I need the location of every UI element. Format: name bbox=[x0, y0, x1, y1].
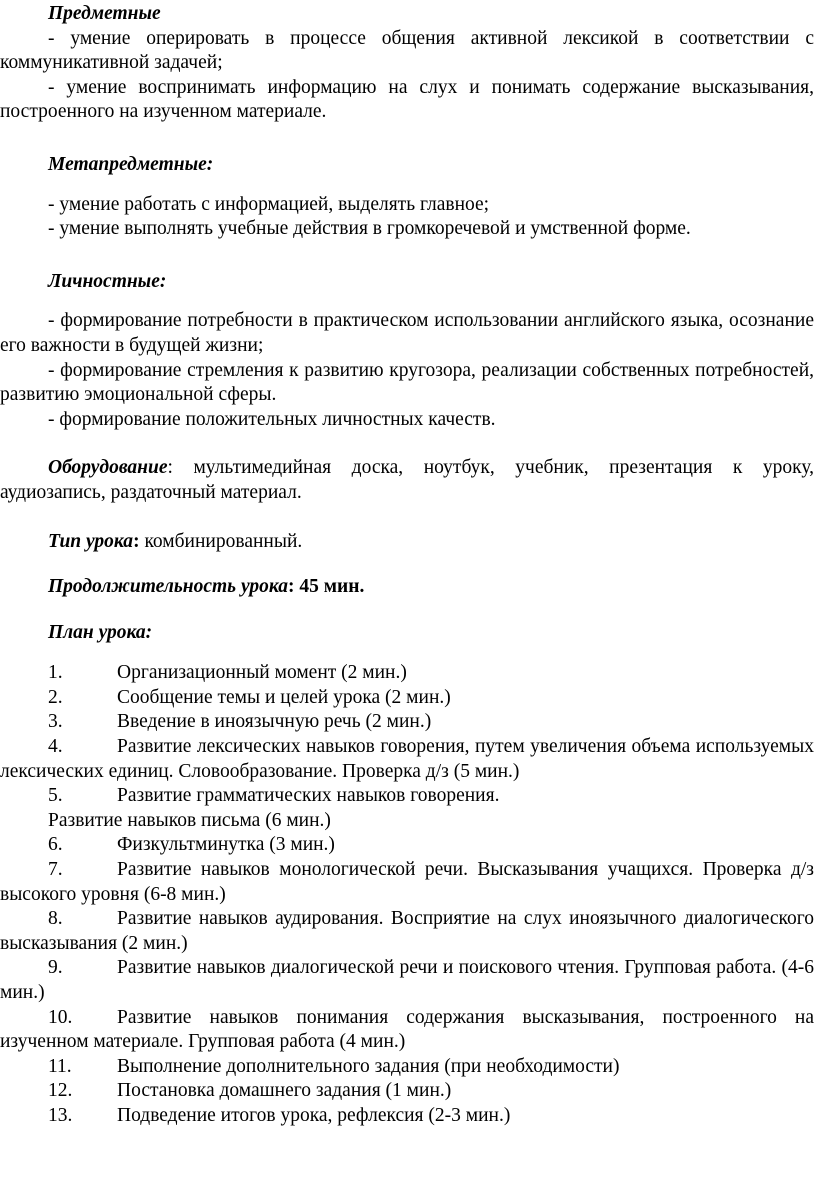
subject-item-1: - умение оперировать в процессе общения активной лексикой в соответствии с коммуникативной задачей; bbox=[0, 27, 814, 74]
meta-heading: Метапредметные: bbox=[48, 153, 214, 175]
duration-paragraph bbox=[0, 575, 814, 600]
plan-item-text: Введение в иноязычную речь (2 мин.) bbox=[117, 711, 432, 733]
plan-item-text: Организационный момент (2 мин.) bbox=[117, 662, 407, 684]
equipment-label: Оборудование bbox=[48, 457, 168, 479]
subject-item-2: - умение воспринимать информацию на слух и понимать содержание высказывания, построенного на изученном материале. bbox=[0, 76, 814, 123]
plan-item bbox=[0, 735, 814, 784]
meta-item-2: - умение выполнять учебные действия в громкоречевой и умственной форме. bbox=[48, 218, 691, 240]
duration-value: : 45 мин. bbox=[288, 576, 365, 598]
plan-item bbox=[0, 1079, 814, 1104]
personal-item-2: - формирование стремления к развитию кругозора, реализации собственных потребностей, развитию эмоциональной сферы. bbox=[0, 359, 814, 406]
personal-item-1: - формирование потребности в практическом использовании английского языка, осознание его важности в будущей жизни; bbox=[0, 310, 814, 356]
plan-item-number: 10. bbox=[48, 1006, 73, 1028]
plan-item-text: Выполнение дополнительного задания (при необходимости) bbox=[117, 1055, 620, 1077]
personal-item-3: - формирование положительных личностных качеств. bbox=[48, 408, 496, 430]
lesson-type-label: Тип урока bbox=[48, 530, 134, 552]
plan-item-text: Развитие навыков монологической речи. Высказывания учащихся. Проверка д/з высокого уровня (6-8 мин.) bbox=[0, 859, 814, 905]
plan-item-number: 1. bbox=[48, 662, 63, 684]
plan-item-number: 6. bbox=[48, 834, 63, 856]
personal-heading: Личностные: bbox=[48, 270, 167, 292]
duration-label: Продолжительность урока bbox=[48, 576, 288, 598]
plan-item-text: Развитие навыков понимания содержания высказывания, построенного на изученном материале. Групповая работа (4 мин.) bbox=[0, 1006, 814, 1053]
equipment-paragraph bbox=[0, 456, 814, 505]
plan-item-text: Развитие навыков диалогической речи и поискового чтения. Групповая работа. (4-6 мин.) bbox=[0, 957, 814, 1003]
plan-item-number: 12. bbox=[48, 1080, 73, 1102]
plan-item bbox=[0, 858, 814, 907]
plan-item-number: 3. bbox=[48, 711, 63, 733]
plan-item-text: Сообщение темы и целей урока (2 мин.) bbox=[117, 686, 451, 708]
subject-heading: Предметные bbox=[48, 3, 161, 24]
plan-item bbox=[0, 1006, 814, 1055]
plan-list bbox=[0, 661, 814, 1128]
plan-item bbox=[0, 907, 814, 956]
plan-item-number: 4. bbox=[48, 736, 63, 758]
plan-item-number: 7. bbox=[48, 859, 63, 881]
plan-item bbox=[0, 833, 814, 858]
plan-item bbox=[0, 1055, 814, 1080]
plan-item-text: Развитие навыков аудирования. Восприятие на слух иноязычного диалогического высказывания (2 мин.) bbox=[0, 908, 814, 954]
plan-heading: План урока: bbox=[48, 621, 153, 643]
equipment-text: : мультимедийная доска, ноутбук, учебник, презентация к уроку, аудиозапись, раздаточный материал. bbox=[0, 457, 814, 503]
lesson-type-paragraph bbox=[0, 530, 814, 555]
plan-item-number: 13. bbox=[48, 1104, 73, 1126]
lesson-type-colon: : bbox=[133, 530, 140, 552]
plan-item-text: Развитие грамматических навыков говорения. bbox=[117, 785, 500, 807]
plan-item-number: 11. bbox=[48, 1055, 72, 1077]
lesson-type-value: комбинированный. bbox=[139, 530, 303, 552]
plan-item-text: Подведение итогов урока, рефлексия (2-3 мин.) bbox=[117, 1104, 511, 1126]
plan-item bbox=[0, 784, 814, 809]
plan-item bbox=[0, 661, 814, 686]
plan-item-text: Постановка домашнего задания (1 мин.) bbox=[117, 1080, 452, 1102]
plan-item-continuation bbox=[0, 809, 814, 834]
plan-item-number: 5. bbox=[48, 785, 63, 807]
plan-item-number: 8. bbox=[48, 908, 63, 930]
plan-item bbox=[0, 686, 814, 711]
plan-item-number: 2. bbox=[48, 686, 63, 708]
plan-item-text: Физкультминутка (3 мин.) bbox=[117, 834, 335, 856]
plan-item-number: 9. bbox=[48, 957, 63, 979]
plan-item-text: Развитие навыков письма (6 мин.) bbox=[48, 809, 331, 831]
plan-item bbox=[0, 710, 814, 735]
plan-item bbox=[0, 1104, 814, 1129]
plan-item-text: Развитие лексических навыков говорения, путем увеличения объема используемых лексических единиц. Словообразование. Проверка д/з (5 мин.) bbox=[0, 736, 814, 782]
meta-item-1: - умение работать с информацией, выделять главное; bbox=[48, 193, 490, 215]
plan-item bbox=[0, 956, 814, 1005]
